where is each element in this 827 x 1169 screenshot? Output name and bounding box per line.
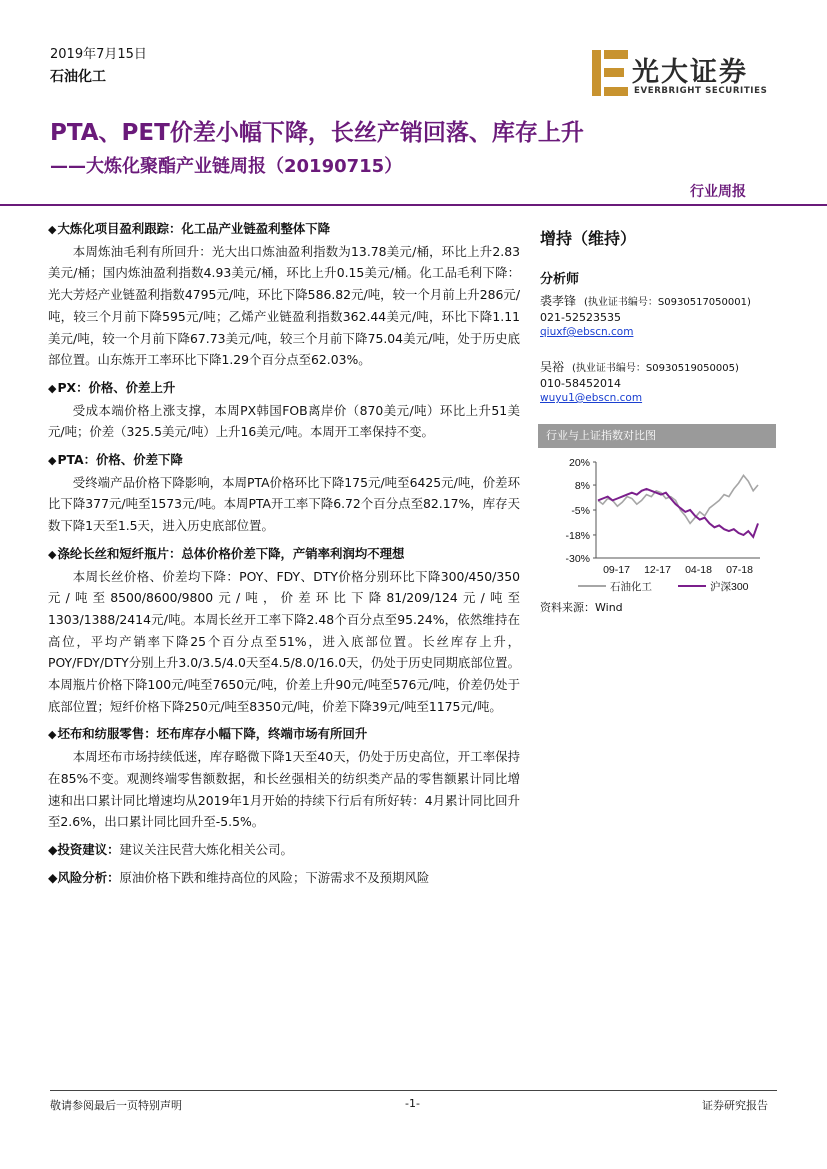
section-body: 本周长丝价格、价差均下降：POY、FDY、DTY价格分别环比下降300/450/350元/吨至8500/8600/9800元/吨，价差环比下降81/209/124元/吨至1303/1388/2414元/吨。本周长丝开工率下降2.48个百分点至95.24%，依然维持在高位，平均产销率下降25个百分点至51%，进入底部位置。长丝库存上升，POY/FDY/DTY分别上升3.0/3.5/4.0天至4.5/8.0/16.0天，仍处于历史同期底部位置。本周瓶片价格下降100元/吨至7650元/吨，价差上升90元/吨至576元/吨，价差仍处于底部位置；短纤价格下降250元/吨至8350元/吨，价差下降39元/吨至1175元/吨。: [48, 568, 520, 714]
series-line-2: [598, 489, 758, 537]
analyst-cert: (执业证书编号：S0930517050001): [584, 297, 751, 308]
footer-divider: [50, 1090, 777, 1091]
section-heading: 坯布和纺服零售：坯布库存小幅下降，终端市场有所回升: [57, 726, 368, 742]
y-tick-label: 20%: [568, 457, 590, 469]
section-refining: [48, 218, 520, 371]
section-heading: PX：价格、价差上升: [57, 379, 176, 395]
series-line-1: [598, 475, 758, 523]
analyst-email-link[interactable]: qiuxf@ebscn.com: [540, 326, 634, 338]
diamond-bullet-icon: ◆: [48, 869, 58, 885]
analyst-card: [540, 360, 739, 406]
footer-disclaimer: 敬请参阅最后一页特别声明: [50, 1099, 182, 1112]
diamond-bullet-icon: ◆: [48, 547, 57, 561]
analyst-cert: (执业证书编号：S0930519050005): [572, 363, 739, 374]
section-fabric: [48, 723, 520, 833]
page-number: -1-: [405, 1097, 420, 1110]
section-body: 建议关注民营大炼化相关公司。: [119, 841, 293, 857]
analyst-heading: 分析师: [540, 272, 580, 287]
y-tick-label: -18%: [565, 529, 590, 542]
section-investment: [48, 839, 520, 861]
section-body: 本周坯布市场持续低迷，库存略微下降1天至40天，仍处于历史高位，开工率保持在85%不变。观测终端零售额数据，和长丝强相关的纺织类产品的零售额累计同比增速和出口累计同比增速均从2019年1月开始的持续下行后有所好转：4月累计同比回升至2.6%，出口累计同比回升至-5.5%。: [48, 749, 520, 830]
company-name-cn: 光大证券: [632, 57, 748, 88]
index-comparison-chart: [538, 450, 776, 598]
report-date: 2019年7月15日: [50, 47, 147, 62]
sector-label: 石油化工: [50, 69, 106, 85]
x-tick-label: 07-18: [726, 564, 753, 576]
header-divider: [0, 204, 827, 206]
analyst-card: [540, 294, 751, 340]
y-tick-label: 8%: [574, 480, 590, 493]
section-body: 受终端产品价格下降影响，本周PTA价格环比下降175元/吨至6425元/吨，价差环比下降377元/吨至1573元/吨。本周PTA开工率下降6.72个百分点至82.17%，库存天数下降1天至1.5天，进入历史底部位置。: [48, 474, 520, 534]
diamond-bullet-icon: ◆: [48, 381, 57, 395]
main-content: [48, 218, 520, 888]
y-tick-label: -5%: [571, 505, 590, 517]
section-heading: 涤纶长丝和短纤瓶片：总体价格价差下降，产销率利润均不理想: [57, 545, 405, 561]
company-name-en: EVERBRIGHT SECURITIES: [634, 86, 768, 96]
analyst-email-link[interactable]: wuyu1@ebscn.com: [540, 392, 643, 404]
report-title: PTA、PET价差小幅下降，长丝产销回落、库存上升: [50, 120, 584, 146]
section-risk: [48, 867, 520, 889]
section-body: 受成本端价格上涨支撑，本周PX韩国FOB离岸价（870美元/吨）环比上升51美元/吨；价差（325.5美元/吨）上升16美元/吨。本周开工率保持不变。: [48, 402, 520, 440]
section-px: [48, 377, 520, 443]
section-polyester: [48, 543, 520, 718]
analyst-name: 吴裕: [540, 360, 565, 374]
analyst-phone: 021-52523535: [540, 311, 621, 324]
section-heading: 风险分析：: [57, 869, 120, 885]
footer-report-label: 证券研究报告: [702, 1099, 768, 1112]
analyst-name: 裘孝锋: [540, 294, 577, 308]
section-pta: [48, 449, 520, 537]
x-tick-label: 04-18: [685, 564, 712, 576]
chart-title: 行业与上证指数对比图: [538, 424, 776, 448]
diamond-bullet-icon: ◆: [48, 223, 57, 236]
analyst-phone: 010-58452014: [540, 377, 621, 390]
legend-label: 沪深300: [710, 581, 749, 593]
diamond-bullet-icon: ◆: [48, 841, 58, 857]
legend-label: 石油化工: [610, 581, 652, 593]
diamond-bullet-icon: ◆: [48, 728, 57, 742]
section-heading: 大炼化项目盈利跟踪：化工品产业链盈利整体下降: [57, 221, 331, 236]
diamond-bullet-icon: ◆: [48, 454, 57, 468]
rating: 增持（维持）: [540, 229, 637, 248]
report-type: 行业周报: [690, 184, 746, 200]
report-subtitle: ——大炼化聚酯产业链周报（20190715）: [50, 156, 403, 177]
y-tick-label: -30%: [565, 553, 590, 565]
section-body: 原油价格下跌和维持高位的风险；下游需求不及预期风险: [119, 869, 430, 885]
section-heading: PTA：价格、价差下降: [57, 452, 183, 468]
section-heading: 投资建议：: [57, 841, 120, 857]
x-tick-label: 09-17: [603, 564, 630, 576]
section-body: 本周炼油毛利有所回升：光大出口炼油盈利指数为13.78美元/桶，环比上升2.83美元/桶；国内炼油盈利指数4.93美元/桶，环比上升0.15美元/桶。化工品毛利下降：光大芳烃产业链盈利指数4795元/吨，环比下降586.82元/吨，较一个月前上升286元/吨，较三个月前下降595元/吨；乙烯产业链盈利指数362.44美元/吨，环比下降1.11美元/吨，较一个月前下降67.73美元/吨，较三个月前下降75.04美元/吨，处于历史底部位置。山东炼开工率环比下降1.29个百分点至62.03%。: [48, 243, 520, 368]
chart-source: 资料来源：Wind: [540, 601, 623, 614]
x-tick-label: 12-17: [644, 564, 671, 576]
